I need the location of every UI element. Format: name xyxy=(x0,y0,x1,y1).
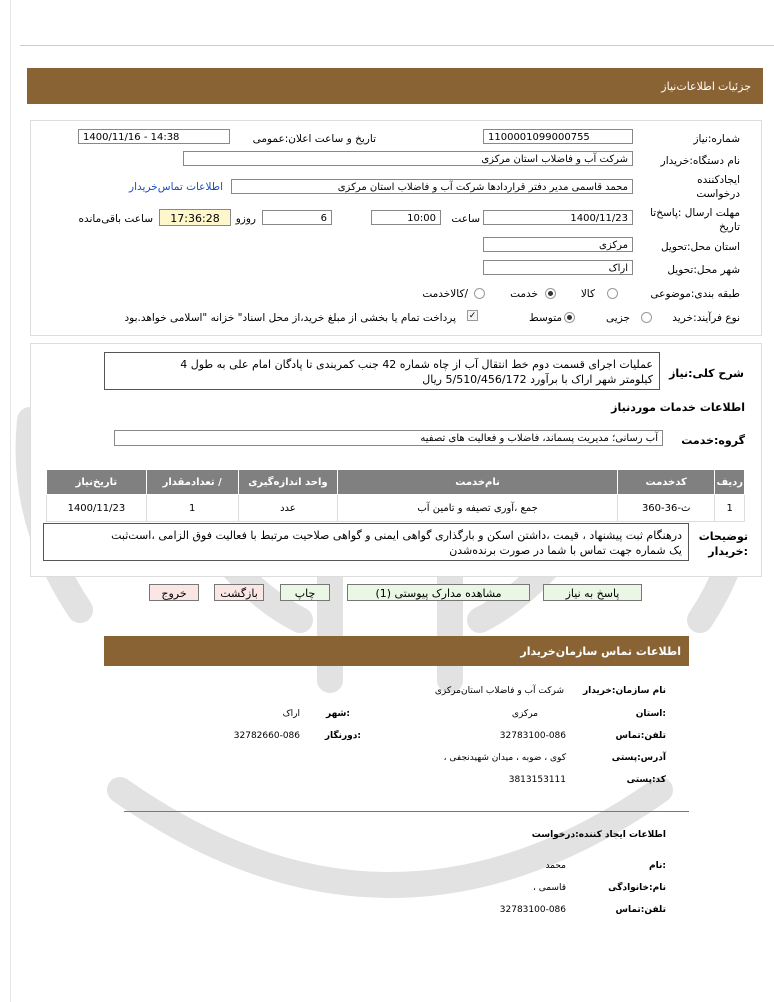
category-service-radio[interactable] xyxy=(545,288,556,299)
cell-qty: 1 xyxy=(146,495,238,522)
cell-date: 1400/11/23 xyxy=(47,495,147,522)
hour-label: ساعت xyxy=(451,213,480,225)
deadline-label-2: تاریخ xyxy=(719,221,740,233)
summary-box xyxy=(104,352,660,390)
creator-label-2: درخواست xyxy=(696,188,740,200)
creator-family-label: نام:خانوادگی xyxy=(608,883,666,893)
contact-address-label: آدرس:پستی xyxy=(611,753,666,763)
services-title: اطلاعات خدمات موردنیاز xyxy=(611,401,745,414)
city-field: اراک xyxy=(483,260,633,275)
buyer-contact-link[interactable]: اطلاعات تماس‌خریدار xyxy=(129,181,223,193)
process-partial-label: جزیی xyxy=(606,312,630,324)
top-divider xyxy=(20,45,774,46)
left-border xyxy=(10,0,11,1002)
contact-province-value: مرکزی xyxy=(511,709,538,719)
notes-label-1: توضیحات xyxy=(698,530,748,543)
city-label: شهر محل:تحویل xyxy=(667,264,740,276)
exit-button[interactable]: خروج xyxy=(149,584,199,601)
category-label: طبقه بندی:موضوعی xyxy=(650,288,740,300)
summary-text-line2: کیلومتر شهر اراک با برآورد 5/510/456/172 ریال xyxy=(422,373,653,386)
province-label: استان محل:تحویل xyxy=(660,241,740,253)
notes-label-2: :خریدار xyxy=(708,545,748,558)
summary-text-line1: عملیات اجرای قسمت دوم خط انتقال آب از چاه شماره 42 جنب کمربندی تا پادگان امام علی به طول 4 xyxy=(180,358,653,371)
cell-row: 1 xyxy=(715,495,745,522)
process-medium-label: متوسط xyxy=(529,312,562,324)
category-service-label: خدمت xyxy=(510,288,538,300)
buyer-org-field: شرکت آب و فاضلاب استان مرکزی xyxy=(183,151,633,166)
details-header-bar xyxy=(27,68,763,104)
process-label: نوع فرآیند: xyxy=(693,312,740,324)
buyer-org-label: نام دستگاه:خریدار xyxy=(660,155,740,167)
notes-box xyxy=(43,523,689,561)
contact-city-label: :شهر xyxy=(326,709,350,719)
col-code-header: کدخدمت xyxy=(617,470,715,495)
province-field: مرکزی xyxy=(483,237,633,252)
notes-text-line2: یک شماره جهت تماس با شما در صورت برنده‌شدن xyxy=(449,544,682,557)
col-row-header: ردیف xyxy=(715,470,745,495)
contact-divider xyxy=(124,811,689,812)
deadline-time-field: 10:00 xyxy=(371,210,441,225)
creator-family-value: قاسمی ، xyxy=(532,883,566,893)
table-row xyxy=(47,495,745,522)
announce-date-field: 1400/11/16 - 14:38 xyxy=(78,129,230,144)
creator-name-value: محمد xyxy=(545,861,566,871)
creator-phone-label: تلفن:تماس xyxy=(615,905,666,915)
contact-postal-label: کد:پستی xyxy=(626,775,666,785)
deadline-date-field: 1400/11/23 xyxy=(483,210,633,225)
col-qty-header: / تعدادمقدار xyxy=(146,470,238,495)
col-name-header: نام‌خدمت xyxy=(338,470,618,495)
view-attachments-button[interactable]: مشاهده مدارک پیوستی (1) xyxy=(347,584,530,601)
cell-code: ث-36-360 xyxy=(617,495,715,522)
process-partial-radio[interactable] xyxy=(641,312,652,323)
contact-phone-value: 32783100-086 xyxy=(499,731,566,741)
category-goods-service-label: /کالاخدمت xyxy=(422,288,468,300)
treasury-payment-note: پرداخت تمام یا بخشی از مبلغ خرید،از محل اسناد" خزانه "اسلامی خواهد.بود xyxy=(124,312,456,324)
tab-details[interactable]: جزئیات xyxy=(718,80,751,93)
contact-fax-value: 32782660-086 xyxy=(233,731,300,741)
col-date-header: تاریخ‌نیاز xyxy=(47,470,147,495)
service-group-field: آب رسانی؛ مدیریت پسماند، فاضلاب و فعالیت های تصفیه xyxy=(114,430,663,446)
print-button[interactable]: چاپ xyxy=(280,584,330,601)
need-number-label: شماره:نیاز xyxy=(693,133,740,145)
contact-postal-value: 3813153111 xyxy=(508,775,566,785)
creator-info-title: اطلاعات ایجاد کننده:درخواست xyxy=(531,830,666,840)
cell-unit: عدد xyxy=(238,495,338,522)
service-group-label: گروه:خدمت xyxy=(681,434,745,447)
tab-need-info[interactable]: اطلاعات‌نیاز xyxy=(661,80,715,93)
category-goods-label: کالا xyxy=(580,288,595,300)
creator-phone-value: 32783100-086 xyxy=(499,905,566,915)
back-button[interactable]: بازگشت xyxy=(214,584,264,601)
contact-org-value: شرکت آب و فاضلاب استان‌مرکزی xyxy=(434,686,564,696)
cell-name: جمع ،آوری تصیفه و تامین آب xyxy=(338,495,618,522)
process-medium-radio[interactable] xyxy=(564,312,575,323)
buyer-contact-header xyxy=(104,636,689,666)
process-buy-label: خرید xyxy=(672,312,693,324)
category-goods-service-radio[interactable] xyxy=(474,288,485,299)
remaining-label: ساعت باقی‌مانده xyxy=(78,213,153,225)
need-number-field: 1100001099000755 xyxy=(483,129,633,144)
col-unit-header: واحد اندازه‌گیری xyxy=(238,470,338,495)
contact-address-value: کوی ، ضوبه ، میدان شهیدنجفی ، xyxy=(443,753,566,763)
days-field: 6 xyxy=(262,210,332,225)
creator-name-label: :نام xyxy=(649,861,666,871)
reply-button[interactable]: پاسخ به نیاز xyxy=(543,584,642,601)
creator-field: محمد قاسمی مدیر دفتر قراردادها شرکت آب و فاضلاب استان مرکزی xyxy=(231,179,633,194)
contact-phone-label: تلفن:تماس xyxy=(615,731,666,741)
summary-label: شرح کلی:نیاز xyxy=(669,367,744,380)
announce-label: تاریخ و ساعت اعلان:عمومی xyxy=(252,133,376,145)
remaining-time-box: 17:36:28 xyxy=(159,209,231,226)
contact-province-label: :استان xyxy=(635,709,666,719)
day-label: روزو xyxy=(235,213,256,225)
buyer-contact-title: اطلاعات تماس سازمان‌خریدار xyxy=(520,645,681,658)
contact-city-value: اراک xyxy=(282,709,300,719)
creator-label-1: ایجادکننده xyxy=(697,174,740,186)
deadline-label-1: مهلت ارسال :پاسخ‌تا xyxy=(650,207,740,219)
category-goods-radio[interactable] xyxy=(607,288,618,299)
contact-fax-label: :دورنگار xyxy=(324,731,361,741)
notes-text-line1: درهنگام ثبت پیشنهاد ، قیمت ،داشتن اسکن و بارگذاری گواهی ایمنی و گواهی صلاحیت مرتبط با فعالیت فوق الزامی ،است‌ثبت xyxy=(111,529,682,542)
treasury-payment-checkbox[interactable]: ✓ xyxy=(468,311,477,321)
contact-org-label: نام سازمان:خریدار xyxy=(582,686,666,696)
services-table xyxy=(46,469,745,522)
